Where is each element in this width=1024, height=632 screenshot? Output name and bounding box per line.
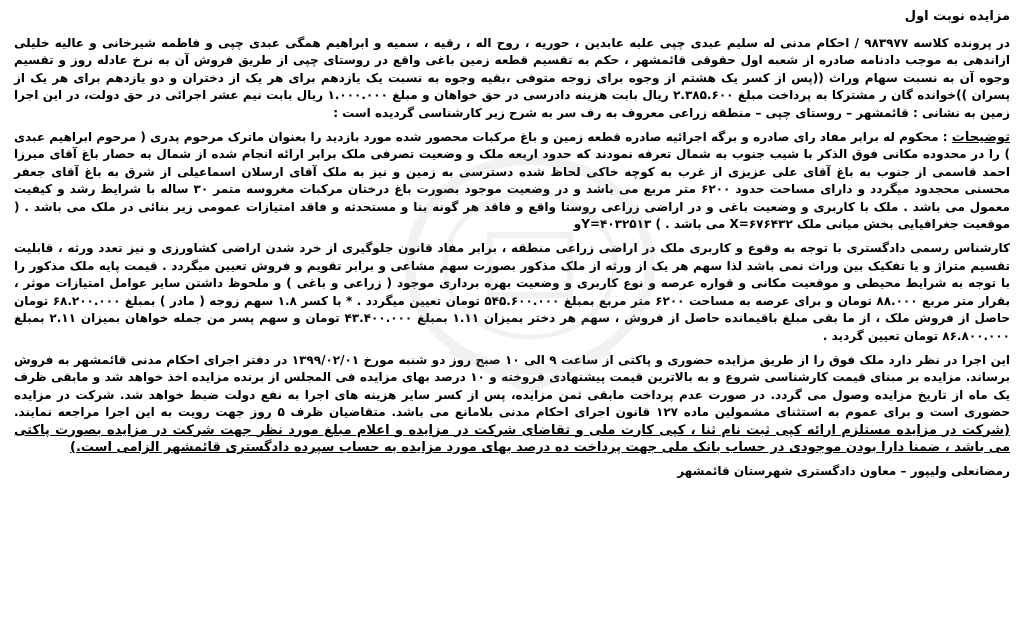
participation-requirements: (شرکت در مزایده مستلزم ارائه کپی ثبت نام ثنا ، کپی کارت ملی و تقاضای شرکت در مزایده و اعلام مبلغ مورد نظر جهت شرکت در مزایده بصورت پاکتی می باشد ، ضمنا دارا بودن موجودی در حساب بانک ملی جهت پرداخت ده درصد بهای مورد مزایده به حساب سپرده دادگستری قائمشهر الزامی است.)	[14, 422, 1010, 455]
expert-valuation-paragraph: کارشناس رسمی دادگستری با توجه به وقوع و کاربری ملک در اراضی زراعی منطقه ، برابر مفاد قانون جلوگیری از خرد شدن اراضی کشاورزی و نیز تعدد ورثه ، قابلیت تقسیم متراژ و یا تفکیک بین وراث نمی باشد لذا سهم هر یک از ورثه از ملک مذکور بصورت سهم مشاعی و برابر تقویم و فروش تعیین میگردد . قیمت پایه ملک مذکور را با توجه به شرایط محیطی و موقعیت مکانی و قواره عرصه و نوع کاربری و وضعیت بهره برداری موجود ( زراعی و باغی ) و ملحوظ داشتن سایر عوامل امتیازات موثر ، بقرار متر مربع ۸۸.۰۰۰ تومان و برای عرصه به مساحت ۶۲۰۰ متر مربع بمبلغ ۵۴۵.۶۰۰.۰۰۰ تومان تعیین میگردد . * با کسر ۱.۸ سهم زوجه ( مادر ) بمبلغ ۶۸.۲۰۰.۰۰۰ تومان حاصل از فروش ملک ، از ما بقی مبلغ باقیمانده حاصل از فروش ، سهم هر دختر بمیزان ۱.۱۱ بمبلغ ۴۳.۴۰۰.۰۰۰ تومان و سهم پسر من جمله خواهان بمیزان ۲.۱۱ بمبلغ ۸۶.۸۰۰.۰۰۰ تومان تعیین گردید .	[14, 241, 1010, 343]
description-label: توضیحات	[951, 130, 1010, 146]
case-paragraph: در پرونده کلاسه ۹۸۳۹۷۷ / احکام مدنی له سلیم عبدی چپی علیه عابدین ، حوریه ، روح اله ، رقیه ، سمیه و ابراهیم همگی عبدی چپی و فاطمه شیرخانی و عالیه خلیلی ازاندهی به موجب دادنامه صادره از شعبه اول حقوقی قائمشهر ، حکم به تقسیم قطعه زمین باغی واقع در روستای چپی از طریق فروش آن به نرخ عادله روز و تقسیم وجوه آن به نسبت سهام وراث ((پس از کسر یک هشتم از وجوه برای زوجه متوفی ،بقیه وجوه به نسبت یک یازدهم برای هر یک از دختران و دو یازدهم برای هر یک از پسران ))خوانده گان ر مشترکا به پرداخت مبلغ ۲.۳۸۵.۶۰۰ ریال بابت هزینه دادرسی در حق خواهان و مبلغ ۱.۰۰۰.۰۰۰ ریال بابت نیم عشر اجرائی در حق دولت، در این اجرا زمین به نشانی : قائمشهر – روستای چپی – منطقه زراعی معروف به رف سر به شرح زیر کارشناسی گردیده است :	[14, 36, 1010, 120]
description-paragraph	[14, 129, 1010, 233]
auction-terms-paragraph	[14, 352, 1010, 456]
signature-line: رمضانعلی ولیپور – معاون دادگستری شهرستان قائمشهر	[677, 464, 1010, 479]
auction-terms-text: این اجرا در نظر دارد ملک فوق را از طریق مزایده حضوری و پاکتی از ساعت ۹ الی ۱۰ صبح روز دو شنبه مورخ ۱۳۹۹/۰۲/۰۱ در دفتر اجرای احکام مدنی قائمشهر به فروش برساند. مزایده بر مبنای قیمت کارشناسی شروع و به بالاترین قیمت پیشنهادی فروخته و ۱۰ درصد بهای مزایده فی المجلس از برنده مزایده اخذ خواهد شد و مابقی ظرف یک ماه از تاریخ مزایده وصول می گردد. در صورت عدم پرداخت مابقی ثمن مزایده، پس از کسر سایر هزینه های اجرا به نفع دولت ضبط خواهد شد. شرکت در مزایده حضوری است و برای عموم به استثنای مشمولین ماده ۱۲۷ قانون اجرای احکام مدنی بلامانع می باشد. متقاضیان ظرف ۵ روز جهت رویت به این اجرا مراجعه نمایند.	[14, 352, 1011, 420]
description-text: : محکوم له برابر مفاد رای صادره و برگه اجرائیه صادره قطعه زمین و باغ مرکبات محصور شده مورد بازدید را بعنوان ماترک مرحوم پدری ( مرحوم ابراهیم عبدی ) را در محدوده مکانی فوق الذکر با شیب جنوب به شمال تعرفه نمودند که حدود اربعه ملک و وضعیت تصرفی ملک برابر ارائه انجام شده از شمال به حصار باغ آقای میرزا احمد قاسمی از جنوب به باغ آقای علی عزیزی از غرب به کوچه خاکی لحاظ شده دسترسی به زمین و نیز به ملک آقای ارسلان اسماعیلی از شرق به باغ آقای جعفر محسنی محجدود میگردد و دارای مساحت حدود ۶۲۰۰ متر مربع می باشد و در وضعیت موجود بصورت باغ درختان مرکبات مغروسه متمر ۳۰ ساله با شرایط رشد و کیفیت معمول می باشد . ملک با کاربری و وضعیت باغی و در اراضی زراعی روستا واقع و فاقد هر گونه بنا و مستحدثه و فاقد امتیازات عمومی زیر بنائی در ملک می باشد . ( موقعیت جغرافیایی بخش میانی ملک X=۶۷۶۴۳۲ می باشد . ) Y=۴۰۳۲۵۱۳و	[14, 130, 1010, 232]
document-title: مزایده نوبت اول	[904, 9, 1010, 24]
